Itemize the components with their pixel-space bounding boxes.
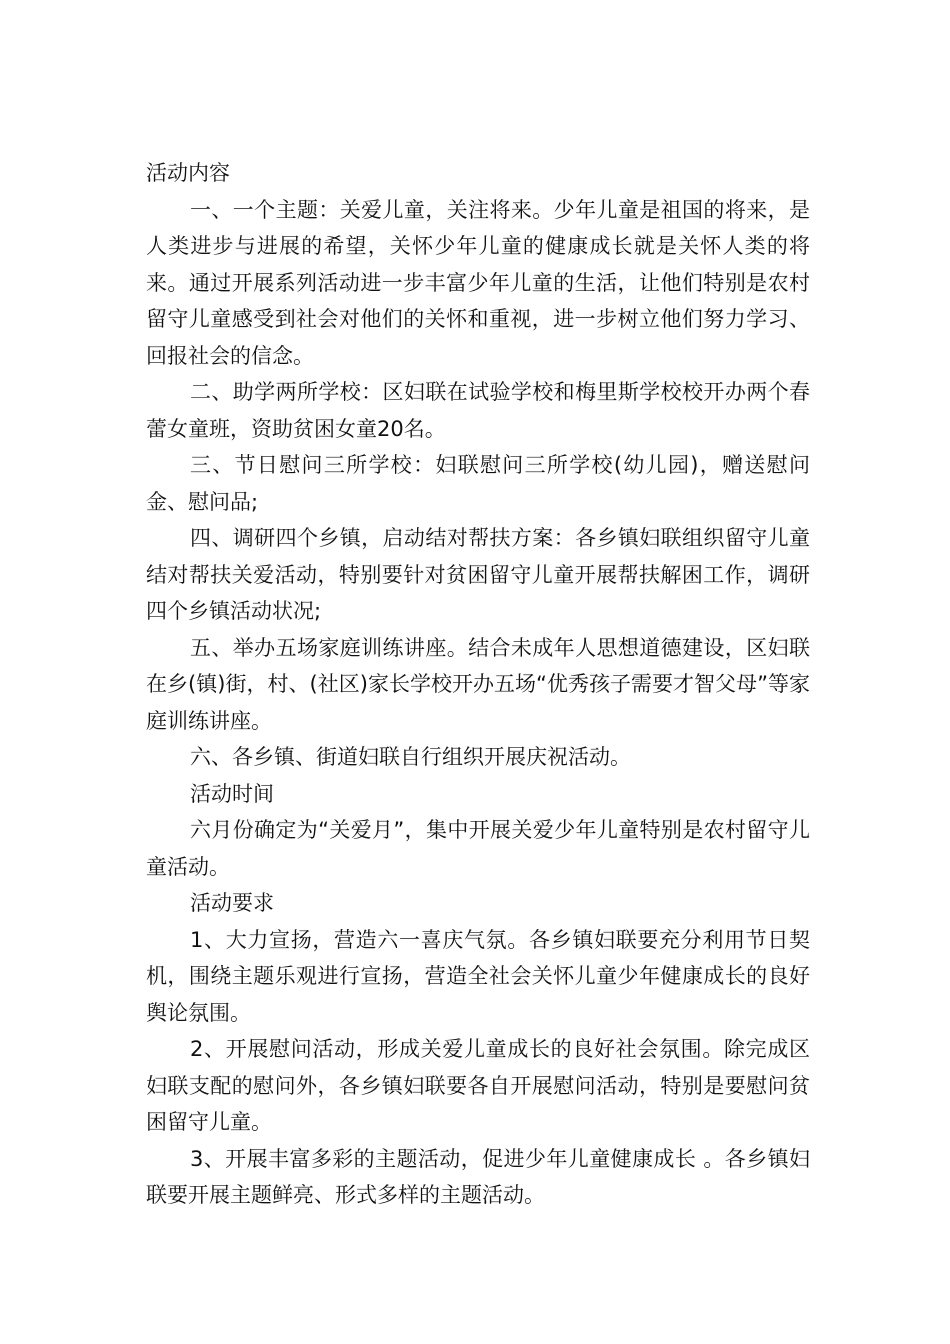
paragraph-celebrations: 六、各乡镇、街道妇联自行组织开展庆祝活动。 — [190, 745, 631, 769]
paragraph-township-survey: 四、调研四个乡镇，启动结对帮扶方案：各乡镇妇联组织留守儿童结对帮扶关爱活动，特别要针对贫困留守儿童开展帮扶解困工作，调研四个乡镇活动状况; — [146, 526, 810, 623]
document-body — [146, 155, 810, 1214]
paragraph-school-aid: 二、助学两所学校：区妇联在试验学校和梅里斯学校校开办两个春蕾女童班，资助贫困女童20名。 — [146, 380, 810, 441]
paragraph-family-lectures: 五、举办五场家庭训练讲座。结合未成年人思想道德建设，区妇联在乡(镇)街，村、(社区)家长学校开办五场“优秀孩子需要才智父母”等家庭训练讲座。 — [146, 635, 810, 733]
paragraph-holiday-visit: 三、节日慰问三所学校：妇联慰问三所学校(幼儿园)，赠送慰问金、慰问品; — [146, 453, 810, 514]
section-heading-activity-content: 活动内容 — [146, 161, 230, 185]
paragraph-requirement-1: 1、大力宣扬，营造六一喜庆气氛。各乡镇妇联要充分利用节日契机，围绕主题乐观进行宣扬，营造全社会关怀儿童少年健康成长的良好舆论氛围。 — [146, 927, 810, 1025]
section-heading-activity-time: 活动时间 — [190, 781, 274, 806]
paragraph-care-month: 六月份确定为“关爱月”，集中开展关爱少年儿童特别是农村留守儿童活动。 — [146, 818, 810, 879]
paragraph-requirement-2: 2、开展慰问活动，形成关爱儿童成长的良好社会氛围。除完成区妇联支配的慰问外，各乡镇妇联要各自开展慰问活动，特别是要慰问贫困留守儿童。 — [146, 1037, 810, 1134]
paragraph-theme: 一、一个主题：关爱儿童，关注将来。少年儿童是祖国的将来，是人类进步与进展的希望，关怀少年儿童的健康成长就是关怀人类的将来。通过开展系列活动进一步丰富少年儿童的生活，让他们特别是农村留守儿童感受到社会对他们的关怀和重视，进一步树立他们努力学习、回报社会的信念。 — [146, 197, 810, 368]
section-heading-activity-requirements: 活动要求 — [190, 891, 274, 915]
paragraph-requirement-3: 3、开展丰富多彩的主题活动，促进少年儿童健康成长 。各乡镇妇联要开展主题鲜亮、形式多样的主题活动。 — [146, 1146, 810, 1207]
